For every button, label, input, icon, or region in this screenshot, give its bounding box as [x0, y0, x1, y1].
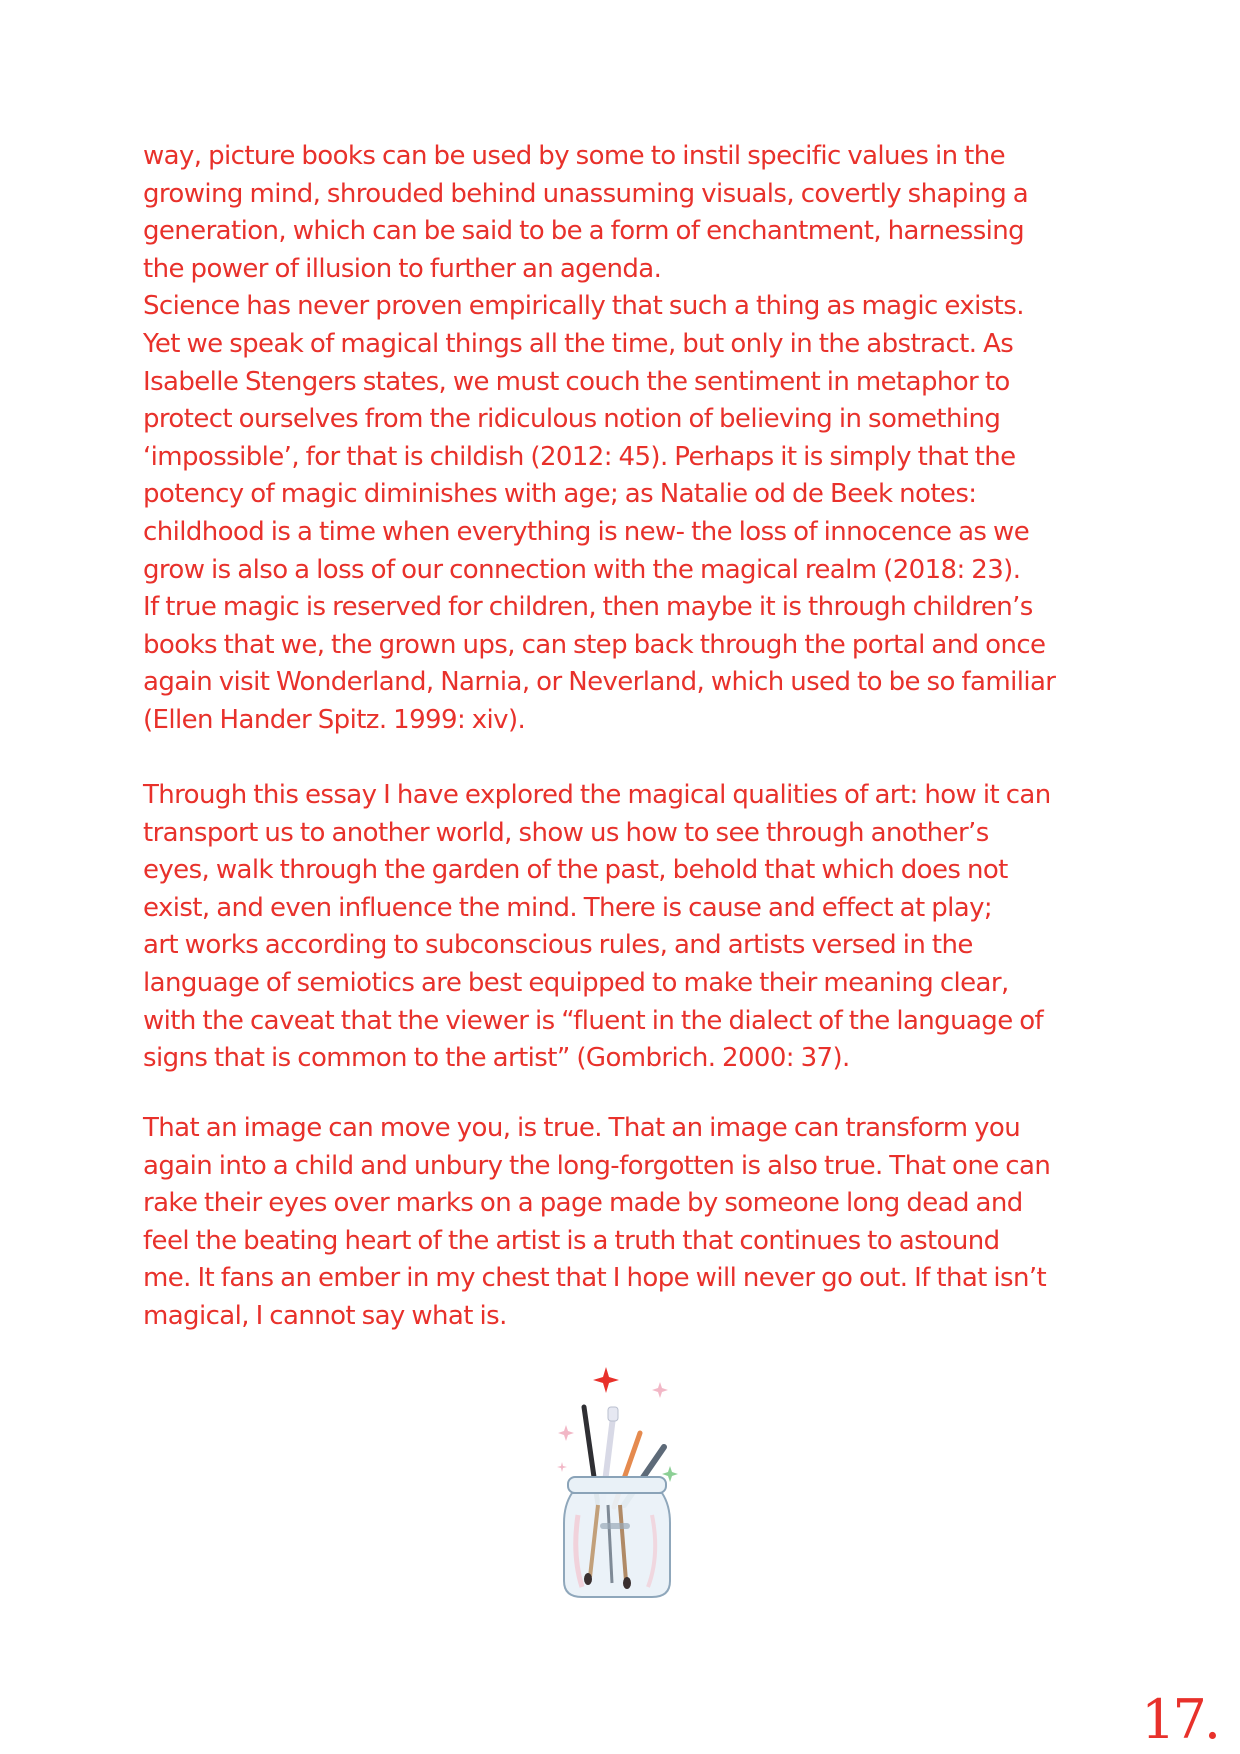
paintbrush-jar-icon	[548, 1355, 688, 1605]
text-line: with the caveat that the viewer is “fluent in the dialect of the language of	[143, 1005, 1044, 1036]
sparkle-icon	[652, 1382, 668, 1398]
text-line: art works according to subconscious rules, and artists versed in the	[143, 930, 973, 961]
text-line: potency of magic diminishes with age; as Natalie od de Beek notes:	[143, 479, 977, 510]
text-line: transport us to another world, show us how to see through another’s	[143, 817, 989, 848]
brush-tip	[608, 1407, 618, 1421]
text-line: again into a child and unbury the long-forgotten is also true. That one can	[143, 1150, 1051, 1181]
text-line: language of semiotics are best equipped to make their meaning clear,	[143, 967, 1009, 998]
text-line: Through this essay I have explored the magical qualities of art: how it can	[143, 780, 1051, 810]
text-line: Yet we speak of magical things all the time, but only in the abstract. As	[143, 328, 1014, 359]
text-line: signs that is common to the artist” (Gombrich. 2000: 37).	[143, 1043, 850, 1074]
text-line: childhood is a time when everything is new- the loss of innocence as we	[143, 516, 1030, 547]
text-line: growing mind, shrouded behind unassuming visuals, covertly shaping a	[143, 178, 1029, 209]
text-line: Science has never proven empirically that such a thing as magic exists.	[143, 291, 1024, 322]
sparkle-icon	[593, 1367, 619, 1393]
text-line: If true magic is reserved for children, then maybe it is through children’s	[143, 592, 1033, 623]
text-line: the power of illusion to further an agenda.	[143, 253, 662, 284]
text-line: That an image can move you, is true. That an image can transform you	[143, 1113, 1021, 1143]
text-line: (Ellen Hander Spitz. 1999: xiv).	[143, 704, 526, 735]
paragraph-2	[143, 777, 1103, 1078]
text-line: me. It fans an ember in my chest that I hope will never go out. If that isn’t	[143, 1263, 1047, 1294]
jar-lid	[568, 1477, 666, 1493]
text-line: books that we, the grown ups, can step back through the portal and once	[143, 629, 1046, 660]
text-line: way, picture books can be used by some to instil specific values in the	[143, 141, 1005, 171]
text-line: protect ourselves from the ridiculous notion of believing in something	[143, 404, 1001, 435]
text-line: ‘impossible’, for that is childish (2012: 45). Perhaps it is simply that the	[143, 441, 1016, 472]
paragraph-3	[143, 1110, 1103, 1336]
sparkle-icon	[558, 1425, 574, 1441]
text-line: again visit Wonderland, Narnia, or Neverland, which used to be so familiar	[143, 667, 1056, 698]
text-line: eyes, walk through the garden of the past, behold that which does not	[143, 855, 1008, 886]
sparkle-icon	[557, 1462, 567, 1472]
paragraph-1	[143, 138, 1103, 740]
page-number: 17.	[1141, 1688, 1218, 1751]
text-line: exist, and even influence the mind. There is cause and effect at play;	[143, 892, 993, 923]
text-line: rake their eyes over marks on a page made by someone long dead and	[143, 1188, 1023, 1219]
text-line: generation, which can be said to be a form of enchantment, harnessing	[143, 216, 1025, 247]
text-line: grow is also a loss of our connection with the magical realm (2018: 23).	[143, 554, 1021, 585]
text-line: Isabelle Stengers states, we must couch the sentiment in metaphor to	[143, 366, 1010, 397]
text-line: magical, I cannot say what is.	[143, 1300, 507, 1331]
text-line: feel the beating heart of the artist is a truth that continues to astound	[143, 1225, 1000, 1256]
